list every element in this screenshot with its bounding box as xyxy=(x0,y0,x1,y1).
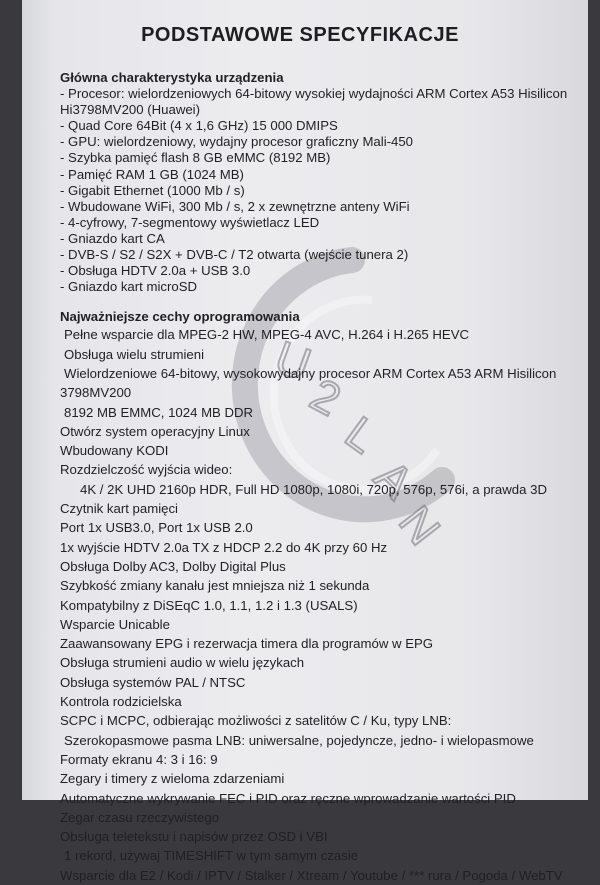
software-line: Obsługa teletekstu i napisów przez OSD i VBI xyxy=(60,829,328,845)
software-line: Czytnik kart pamięci xyxy=(60,501,178,517)
software-line: 8192 MB EMMC, 1024 MB DDR xyxy=(64,404,254,420)
hardware-line: - Obsługa HDTV 2.0a + USB 3.0 xyxy=(60,263,251,279)
software-line: Zaawansowany EPG i rezerwacja timera dla programów w EPG xyxy=(60,636,434,652)
hardware-line: - Wbudowane WiFi, 300 Mb / s, 2 x zewnętrzne anteny WiFi xyxy=(60,198,410,214)
hardware-line: - Szybka pamięć flash 8 GB eMMC (8192 MB) xyxy=(60,150,331,166)
software-line: 3798MV200 xyxy=(60,385,132,401)
software-line: Port 1x USB3.0, Port 1x USB 2.0 xyxy=(60,520,253,536)
software-line: Kontrola rodzicielska xyxy=(60,694,182,710)
software-list xyxy=(60,325,600,885)
software-line: Obsługa Dolby AC3, Dolby Digital Plus xyxy=(60,558,286,574)
software-line: 1 rekord, używaj TIMESHIFT w tym samym czasie xyxy=(64,848,359,864)
software-line: 4K / 2K UHD 2160p HDR, Full HD 1080p, 1080i, 720p, 576p, 576i, a prawda 3D xyxy=(80,481,547,497)
software-line: Szybkość zmiany kanału jest mniejsza niż 1 sekunda xyxy=(60,578,370,594)
svg-text:N: N xyxy=(389,496,451,555)
software-line: Obsługa systemów PAL / NTSC xyxy=(60,674,246,690)
software-line: Kompatybilny z DiSEqC 1.0, 1.1, 1.2 i 1.3 (USALS) xyxy=(60,597,358,613)
software-line: SCPC i MCPC, odbierając możliwości z satelitów C / Ku, typy LNB: xyxy=(60,713,452,729)
svg-text:L: L xyxy=(336,406,388,464)
hardware-line: - Pamięć RAM 1 GB (1024 MB) xyxy=(60,166,244,182)
software-line: Formaty ekranu 4: 3 i 16: 9 xyxy=(60,751,218,767)
software-line: Automatyczne wykrywanie FEC i PID oraz ręczne wprowadzanie wartości PID xyxy=(60,790,516,806)
software-line: Wielordzeniowe 64-bitowy, wysokowydajny procesor ARM Cortex A53 ARM Hisilicon xyxy=(64,366,557,381)
software-line: Obsługa strumieni audio w wielu językach xyxy=(60,655,305,671)
software-line: 1x wyjście HDTV 2.0a TX z HDCP 2.2 do 4K przy 60 Hz xyxy=(60,539,388,555)
hardware-list xyxy=(60,86,600,295)
hardware-heading: Główna charakterystyka urządzenia xyxy=(60,70,284,85)
hardware-line: - Quad Core 64Bit (4 x 1,6 GHz) 15 000 DMIPS xyxy=(60,118,338,134)
svg-text:U: U xyxy=(268,330,318,391)
svg-text:2: 2 xyxy=(302,367,350,426)
software-line: Obsługa wielu strumieni xyxy=(64,346,204,362)
hardware-line: - 4-cyfrowy, 7-segmentowy wyświetlacz LED xyxy=(60,214,320,230)
document-page xyxy=(22,0,588,883)
software-line: Zegar czasu rzeczywistego xyxy=(60,809,220,825)
hardware-line: - Gniazdo kart microSD xyxy=(60,279,198,295)
software-line: Wbudowany KODI xyxy=(60,443,169,459)
software-line: Otwórz system operacyjny Linux xyxy=(60,423,250,439)
page-title: PODSTAWOWE SPECYFIKACJE xyxy=(141,24,459,46)
hardware-line: - Procesor: wielordzeniowych 64-bitowy wysokiej wydajności ARM Cortex A53 Hisilicon xyxy=(60,86,568,102)
hardware-line: - DVB-S / S2 / S2X + DVB-C / T2 otwarta (wejście tunera 2) xyxy=(60,247,409,263)
software-line: Wsparcie dla E2 / Kodi / IPTV / Stalker / Xtream / Youtube / *** rura / Pogoda / WebTV xyxy=(60,867,563,883)
hardware-line: - GPU: wielordzeniowy, wydajny procesor graficzny Mali-450 xyxy=(60,134,414,150)
software-line: Pełne wsparcie dla MPEG-2 HW, MPEG-4 AVC, H.264 i H.265 HEVC xyxy=(64,327,470,343)
svg-text:A: A xyxy=(365,449,424,509)
software-line: Rozdzielczość wyjścia wideo: xyxy=(60,462,233,478)
software-line: Wsparcie Unicable xyxy=(60,616,170,632)
hardware-line: Hi3798MV200 (Huawei) xyxy=(60,102,201,118)
hardware-line: - Gniazdo kart CA xyxy=(60,230,165,246)
software-heading: Najważniejsze cechy oprogramowania xyxy=(60,309,300,325)
software-line: Szerokopasmowe pasma LNB: uniwersalne, pojedyncze, jedno- i wielopasmowe xyxy=(64,732,534,748)
software-line: Zegary i timery z wieloma zdarzeniami xyxy=(60,771,285,787)
spec-content xyxy=(60,70,600,885)
hardware-line: - Gigabit Ethernet (1000 Mb / s) xyxy=(60,182,245,198)
